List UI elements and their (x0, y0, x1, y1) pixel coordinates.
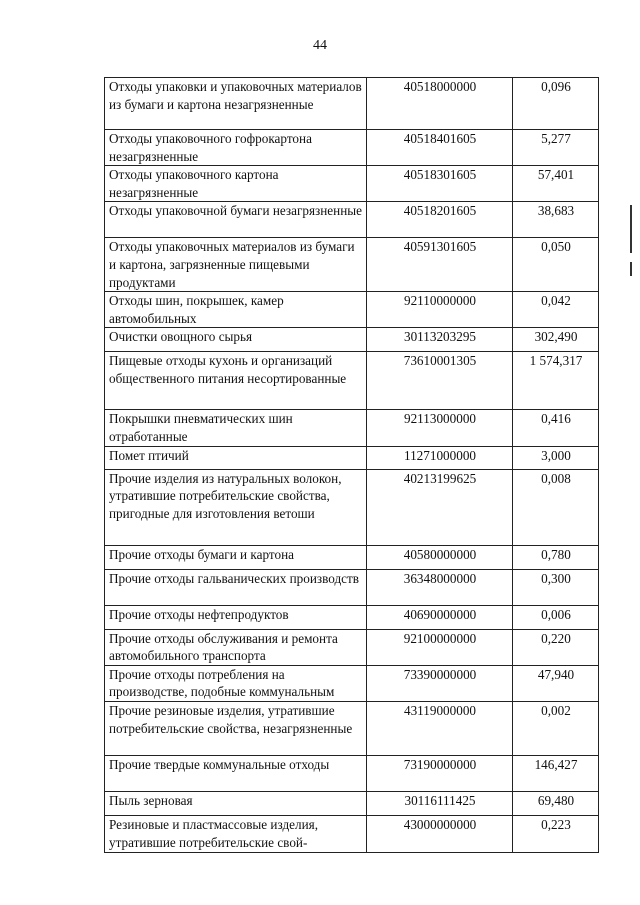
table-row (105, 815, 599, 852)
waste-name-cell: Прочие отходы нефтепродуктов (105, 605, 367, 629)
table-row (105, 545, 599, 569)
waste-code-cell: 11271000000 (367, 446, 513, 469)
table-row (105, 665, 599, 701)
waste-name-cell: Помет птичий (105, 446, 367, 469)
waste-amount-cell: 47,940 (513, 665, 599, 701)
waste-name-cell: Прочие резиновые изделия, утратившие потребительские свойства, незагрязненные (105, 701, 367, 755)
waste-name-cell: Прочие отходы обслуживания и ремонта автомобильного транспорта (105, 629, 367, 665)
table-row (105, 629, 599, 665)
waste-name-cell: Отходы шин, покрышек, камер автомобильных (105, 292, 367, 328)
table-row (105, 202, 599, 238)
waste-amount-cell: 302,490 (513, 328, 599, 352)
waste-name-cell: Прочие отходы потребления на производстве, подобные коммунальным (105, 665, 367, 701)
waste-name-cell: Покрышки пневматических шин отработанные (105, 410, 367, 446)
waste-amount-cell: 0,002 (513, 701, 599, 755)
table-row (105, 701, 599, 755)
waste-code-cell: 73190000000 (367, 755, 513, 791)
waste-name-cell: Прочие отходы гальванических производств (105, 569, 367, 605)
table-row (105, 446, 599, 469)
waste-code-cell: 30113203295 (367, 328, 513, 352)
waste-name-cell: Очистки овощного сырья (105, 328, 367, 352)
waste-amount-cell: 1 574,317 (513, 352, 599, 410)
waste-code-cell: 92100000000 (367, 629, 513, 665)
waste-code-cell: 43119000000 (367, 701, 513, 755)
table-row (105, 352, 599, 410)
waste-code-cell: 92113000000 (367, 410, 513, 446)
table-row (105, 328, 599, 352)
waste-code-cell: 73610001305 (367, 352, 513, 410)
scan-edge-mark (630, 262, 632, 276)
waste-amount-cell: 38,683 (513, 202, 599, 238)
waste-name-cell: Пищевые отходы кухонь и организаций общественного питания несортированные (105, 352, 367, 410)
waste-name-cell: Отходы упаковочных материалов из бумаги и картона, загрязненные пищевыми продуктами (105, 238, 367, 292)
waste-amount-cell: 146,427 (513, 755, 599, 791)
waste-name-cell: Отходы упаковочного картона незагрязненные (105, 166, 367, 202)
waste-amount-cell: 69,480 (513, 791, 599, 815)
table-row (105, 791, 599, 815)
table-row (105, 166, 599, 202)
waste-amount-cell: 0,223 (513, 815, 599, 852)
table-row (105, 292, 599, 328)
waste-name-cell: Прочие изделия из натуральных волокон, утратившие потребительские свойства, пригодные для изготовления ветоши (105, 469, 367, 545)
waste-table (104, 77, 599, 853)
waste-code-cell: 40690000000 (367, 605, 513, 629)
waste-code-cell: 40518301605 (367, 166, 513, 202)
waste-amount-cell: 0,220 (513, 629, 599, 665)
table-row (105, 130, 599, 166)
waste-code-cell: 40591301605 (367, 238, 513, 292)
table-row (105, 755, 599, 791)
table-row (105, 238, 599, 292)
waste-amount-cell: 0,006 (513, 605, 599, 629)
waste-code-cell: 40518000000 (367, 78, 513, 130)
waste-name-cell: Отходы упаковочной бумаги незагрязненные (105, 202, 367, 238)
waste-amount-cell: 0,008 (513, 469, 599, 545)
waste-amount-cell: 57,401 (513, 166, 599, 202)
waste-code-cell: 43000000000 (367, 815, 513, 852)
waste-code-cell: 92110000000 (367, 292, 513, 328)
table-row (105, 410, 599, 446)
waste-amount-cell: 0,300 (513, 569, 599, 605)
waste-code-cell: 40213199625 (367, 469, 513, 545)
waste-code-cell: 40580000000 (367, 545, 513, 569)
table-row (105, 78, 599, 130)
waste-name-cell: Прочие твердые коммунальные отходы (105, 755, 367, 791)
waste-code-cell: 40518401605 (367, 130, 513, 166)
waste-code-cell: 36348000000 (367, 569, 513, 605)
page-number: 44 (313, 38, 327, 53)
table-row (105, 469, 599, 545)
waste-amount-cell: 0,780 (513, 545, 599, 569)
waste-name-cell: Отходы упаковки и упаковочных материалов из бумаги и картона незагрязненные (105, 78, 367, 130)
waste-amount-cell: 3,000 (513, 446, 599, 469)
waste-amount-cell: 0,096 (513, 78, 599, 130)
table-row (105, 569, 599, 605)
scan-edge-mark (630, 205, 632, 253)
waste-code-cell: 40518201605 (367, 202, 513, 238)
waste-amount-cell: 0,042 (513, 292, 599, 328)
waste-name-cell: Прочие отходы бумаги и картона (105, 545, 367, 569)
waste-amount-cell: 5,277 (513, 130, 599, 166)
waste-amount-cell: 0,050 (513, 238, 599, 292)
waste-code-cell: 73390000000 (367, 665, 513, 701)
waste-amount-cell: 0,416 (513, 410, 599, 446)
waste-code-cell: 30116111425 (367, 791, 513, 815)
waste-name-cell: Отходы упаковочного гофрокартона незагрязненные (105, 130, 367, 166)
table-row (105, 605, 599, 629)
waste-name-cell: Пыль зерновая (105, 791, 367, 815)
waste-name-cell: Резиновые и пластмассовые изделия, утратившие потребительские свой- (105, 815, 367, 852)
